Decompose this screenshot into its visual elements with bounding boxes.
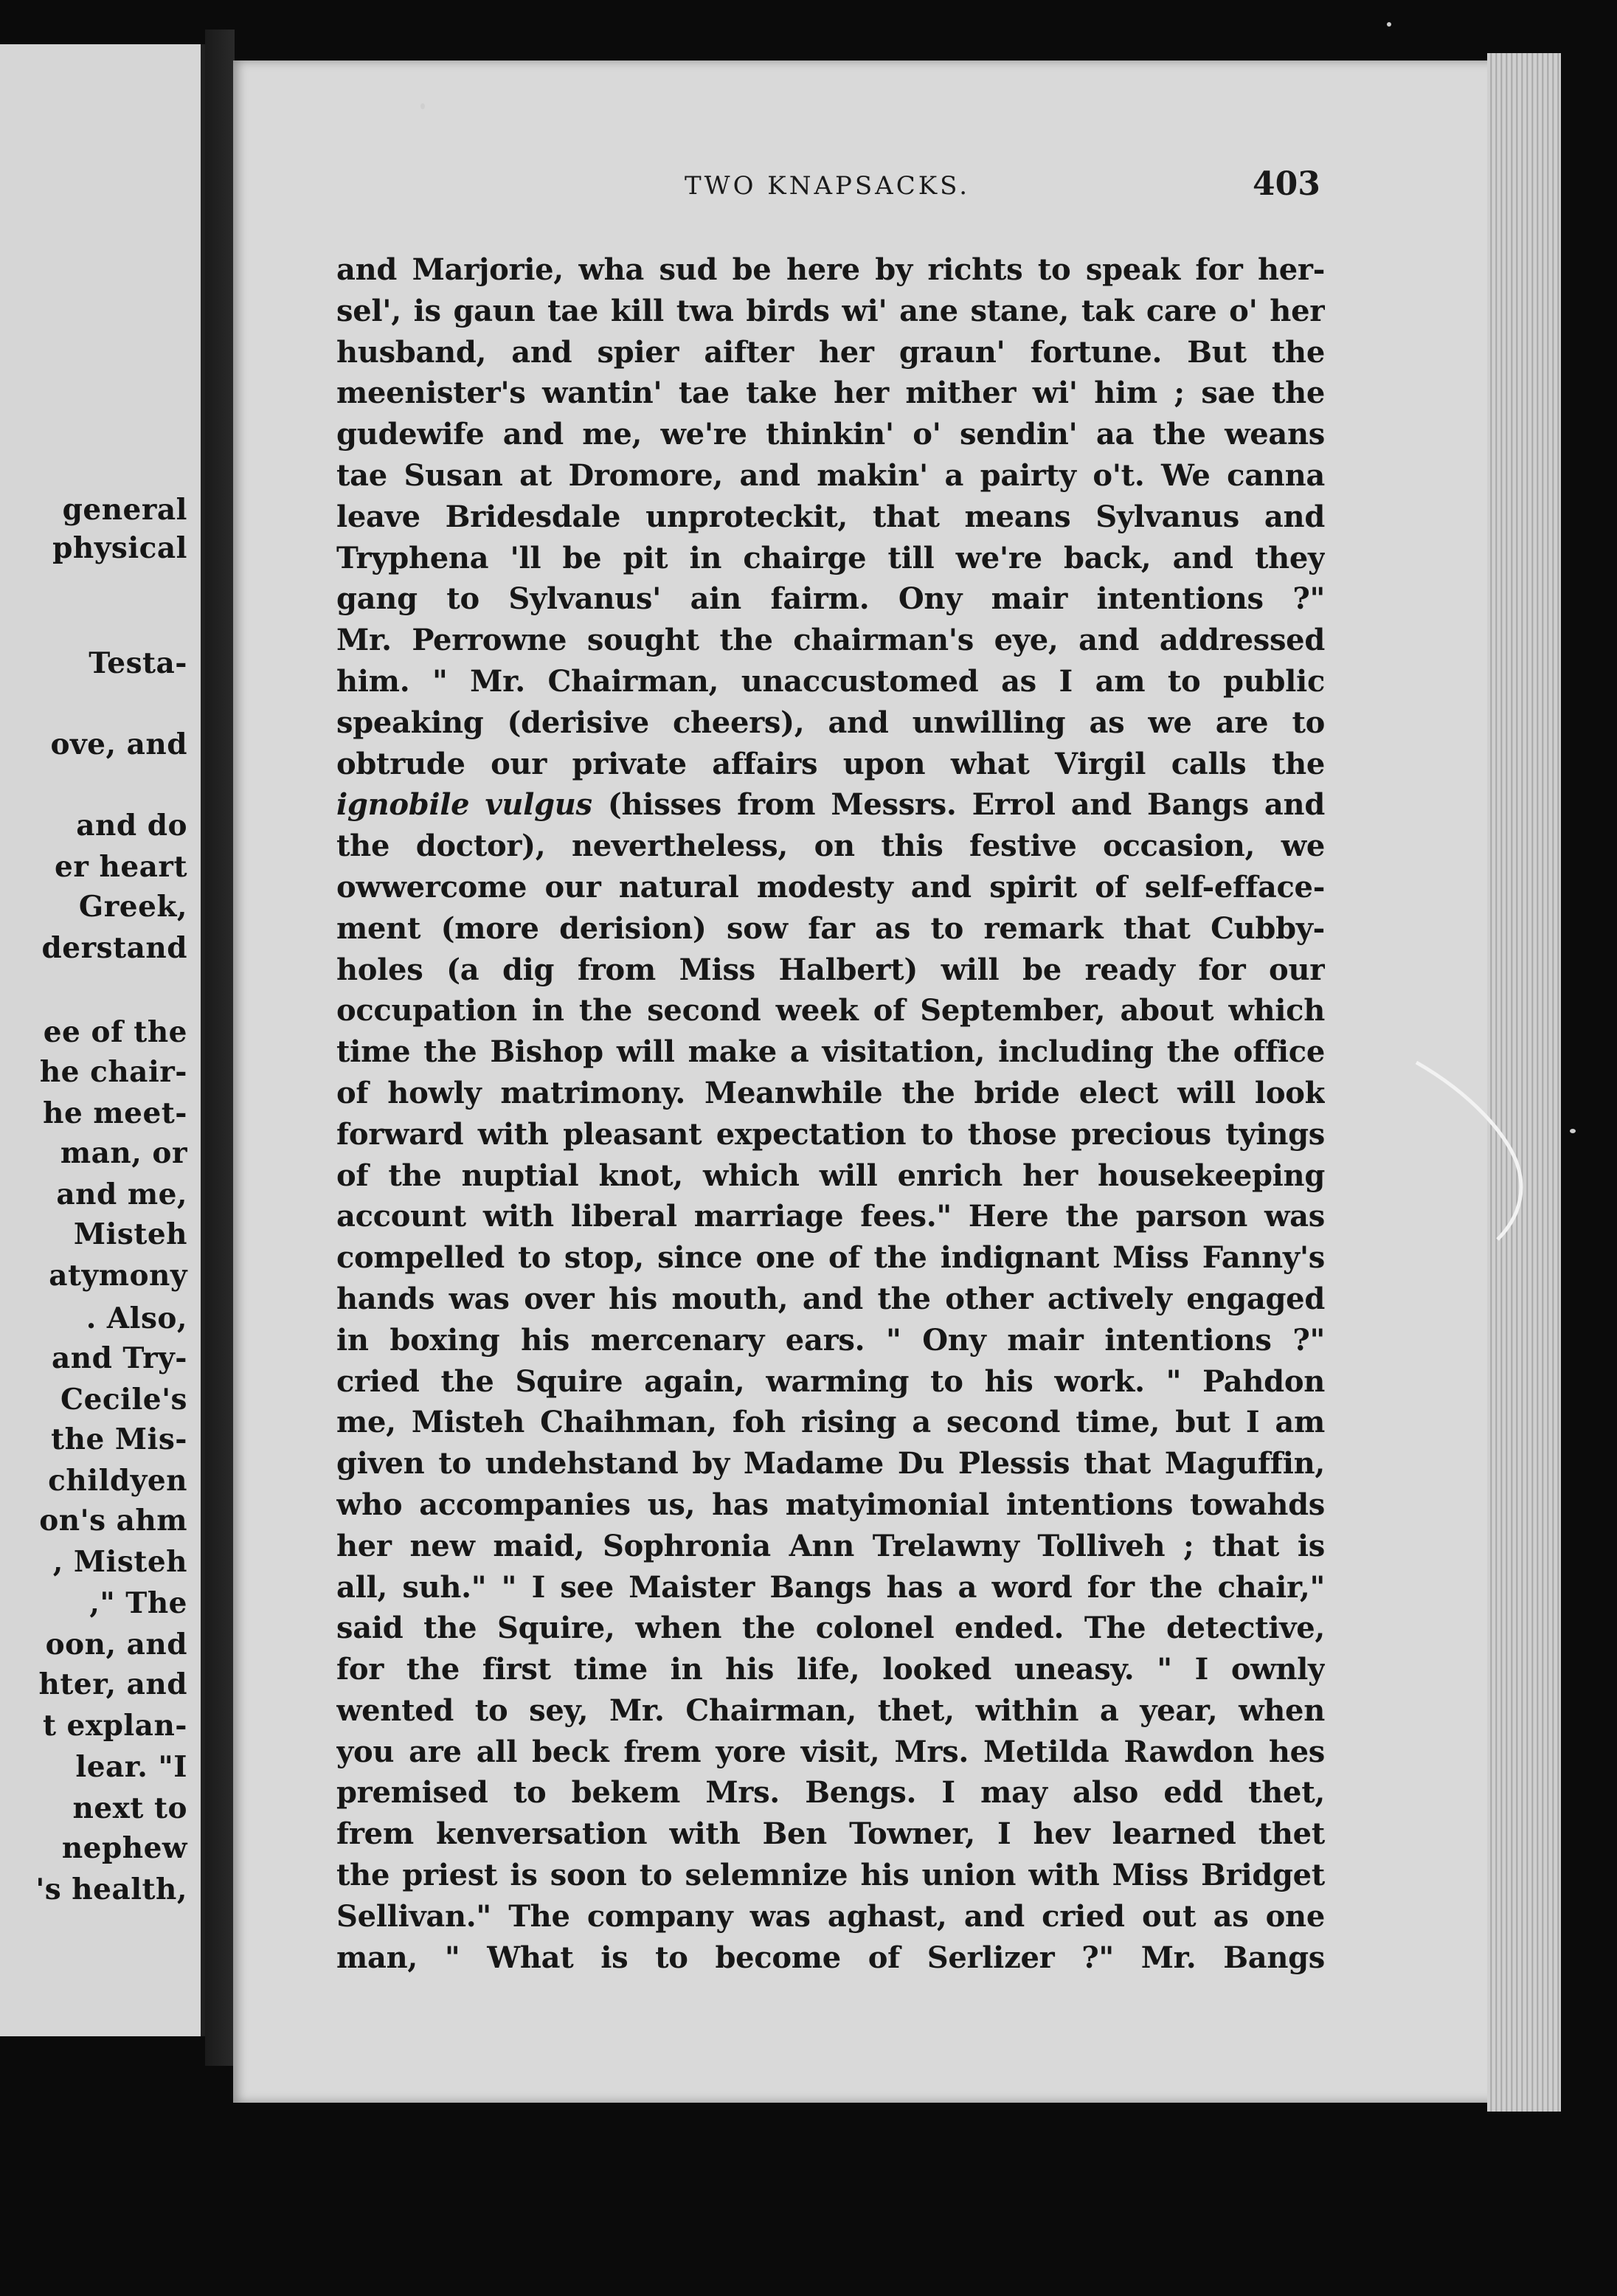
body-text-line: meenister's wantin' tae take her mither wi' him ; sae the [336,376,1325,411]
body-text-line: sel', is gaun tae kill twa birds wi' ane stane, tak care o' her [336,293,1325,328]
body-text-line: obtrude our private affairs upon what Virgil calls the [336,746,1325,781]
body-text-line: forward with pleasant expectation to those precious tyings [336,1116,1325,1152]
left-page-text-fragment: ," The [89,1586,187,1620]
dust-speck [1570,1129,1576,1133]
body-text-line: premised to bekem Mrs. Bengs. I may also edd thet, [336,1775,1325,1811]
body-text-line: him. " Mr. Chairman, unaccustomed as I am to public [336,663,1325,699]
body-text-line: Sellivan." The company was aghast, and cried out as one [336,1898,1325,1934]
body-text-line: for the first time in his life, looked uneasy. " I ownly [336,1652,1325,1687]
left-page-text-fragment: Misteh [73,1217,187,1251]
left-page-text-fragment: 's health, [35,1873,187,1906]
body-text-line: gang to Sylvanus' ain fairm. Ony mair intentions ?" [336,581,1325,617]
body-text-line: leave Bridesdale unproteckit, that means Sylvanus and [336,499,1325,534]
body-text-line: cried the Squire again, warming to his work. " Pahdon [336,1363,1325,1399]
body-text-line: speaking (derisive cheers), and unwilling as we are to [336,705,1325,740]
body-text-line: the priest is soon to selemnize his union with Miss Bridget [336,1858,1325,1893]
body-text-line: the doctor), nevertheless, on this festive occasion, we [336,829,1325,864]
left-page-text-fragment: man, or [60,1136,187,1170]
left-page-text-fragment: oon, and [45,1628,187,1662]
left-page-text-fragment: , Misteh [52,1545,187,1579]
left-page-text-fragment: on's ahm [39,1504,187,1538]
body-text-line: given to undehstand by Madame Du Plessis that Maguffin, [336,1446,1325,1481]
body-text-line: Tryphena 'll be pit in chairge till we're back, and they [336,540,1325,575]
left-page-text-fragment: Cecile's [60,1383,187,1417]
left-page-text-fragment: lear. "I [75,1750,187,1784]
left-page-text-fragment: hter, and [38,1667,187,1701]
left-page-text-fragment: derstand [41,931,187,965]
body-text-line: man, " What is to become of Serlizer ?" Mr. Bangs [336,1940,1325,1975]
body-text-line: you are all beck frem yore visit, Mrs. Metilda Rawdon hes [336,1734,1325,1769]
body-text-line: of howly matrimony. Meanwhile the bride elect will look [336,1075,1325,1110]
body-text-line: husband, and spier aifter her graun' fortune. But the [336,334,1325,370]
body-text-line: hands was over his mouth, and the other actively engaged [336,1281,1325,1316]
left-page-text-fragment: ee of the [43,1015,187,1049]
body-text-line: gudewife and me, we're thinkin' o' sendin' aa the weans [336,417,1325,452]
body-text-line: Mr. Perrowne sought the chairman's eye, and addressed [336,623,1325,658]
body-text-line: holes (a dig from Miss Halbert) will be ready for our [336,952,1325,987]
left-page-text-fragment: he chair- [39,1055,187,1089]
left-page-text-fragment: physical [52,531,187,565]
body-text-line: who accompanies us, has matyimonial intentions towahds [336,1487,1325,1522]
running-title: TWO KNAPSACKS. [685,171,971,201]
previous-page-fragment [0,44,205,2036]
page-body-text [336,249,1325,1978]
left-page-text-fragment: ove, and [50,727,187,761]
body-text-line: compelled to stop, since one of the indignant Miss Fanny's [336,1240,1325,1276]
left-page-text-fragment: . Also, [86,1301,187,1335]
left-page-text-fragment: next to [72,1791,187,1825]
body-text-line: frem kenversation with Ben Towner, I hev learned thet [336,1816,1325,1852]
left-page-text-fragment: Greek, [78,890,187,924]
dust-speck [420,103,425,109]
body-text-line: owwercome our natural modesty and spirit of self-efface- [336,869,1325,905]
left-page-text-fragment: general [62,493,187,527]
body-text-line: of the nuptial knot, which will enrich her housekeeping [336,1158,1325,1193]
body-text-fragment: (hisses from Messrs. Errol and Bangs and [592,787,1325,823]
left-page-text-fragment: er heart [55,850,187,884]
body-text-line: ment (more derision) sow far as to remark that Cubby- [336,910,1325,946]
left-page-text-fragment: childyen [48,1464,187,1498]
body-text-line: said the Squire, when the colonel ended. The detective, [336,1611,1325,1646]
body-text-line: in boxing his mercenary ears. " Ony mair intentions ?" [336,1322,1325,1358]
body-text-line: occupation in the second week of September, about which [336,993,1325,1028]
body-text-line: time the Bishop will make a visitation, including the office [336,1034,1325,1070]
body-text-line: me, Misteh Chaihman, foh rising a second time, but I am [336,1405,1325,1440]
left-page-text-fragment: the Mis- [51,1422,187,1456]
left-page-text-fragment: and Try- [51,1341,187,1375]
body-text-line: wented to sey, Mr. Chairman, thet, within a year, when [336,1692,1325,1728]
pencil-mark [1402,1048,1549,1269]
book-gutter [205,30,235,2066]
left-page-text-fragment: Testa- [89,646,187,680]
body-text-line: account with liberal marriage fees." Here the parson was [336,1199,1325,1234]
dust-speck [1387,22,1391,27]
body-text-line [336,784,1325,826]
left-page-text-fragment: atymony [49,1259,187,1293]
body-text-line: tae Susan at Dromore, and makin' a pairty o't. We canna [336,457,1325,493]
body-text-line: and Marjorie, wha sud be here by richts to speak for her- [336,252,1325,287]
left-page-text-fragment: t explan- [42,1709,187,1743]
italic-phrase: ignobile vulgus [336,787,592,823]
body-text-line: all, suh." " I see Maister Bangs has a word for the chair," [336,1569,1325,1605]
left-page-text-fragment: he meet- [43,1096,187,1130]
left-page-text-fragment: nephew [61,1831,187,1865]
page-number: 403 [1253,165,1320,203]
body-text-line: her new maid, Sophronia Ann Trelawny Tolliveh ; that is [336,1528,1325,1563]
left-page-text-fragment: and me, [56,1178,187,1211]
left-page-text-fragment: and do [76,809,187,843]
